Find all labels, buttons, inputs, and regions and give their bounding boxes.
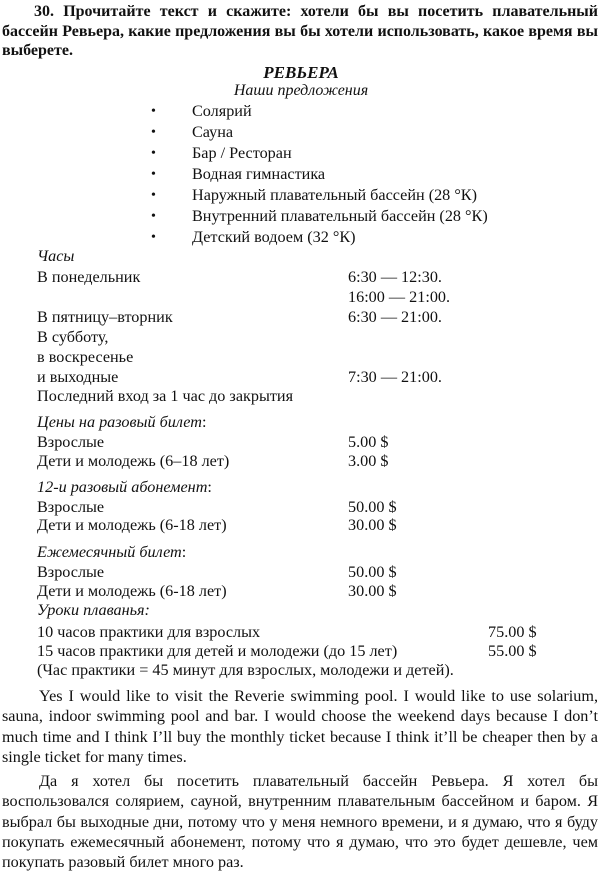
- offer-item: • Водная гимнастика: [151, 165, 326, 183]
- monthly-heading: Ежемесячный билет:: [37, 543, 187, 561]
- price-label: Дети и молодежь (6-18 лет): [37, 582, 227, 600]
- lesson-price: 75.00 $: [488, 623, 537, 641]
- price-label: Взрослые: [37, 433, 105, 451]
- flyer-subtitle: Наши предложения: [233, 82, 369, 99]
- hours-label: в воскресенье: [37, 348, 134, 366]
- pass12-heading: 12-и разовый абонемент:: [37, 478, 212, 496]
- task-instruction: 30. Прочитайте текст и скажите: хотели бы вы посетить плавательный бассейн Ревьера, какие предложения вы бы хотели использовать, какое время вы выберете.: [2, 3, 598, 59]
- price-label: Дети и молодежь (6–18 лет): [37, 452, 230, 470]
- lesson-label: 10 часов практики для взрослых: [37, 623, 261, 641]
- offer-item: • Сауна: [151, 123, 234, 141]
- price-label: Взрослые: [37, 563, 105, 581]
- price-label: Дети и молодежь (6-18 лет): [37, 516, 227, 534]
- price-value: 3.00 $: [348, 452, 389, 470]
- hours-value: 7:30 — 21:00.: [348, 368, 442, 386]
- price-value: 30.00 $: [348, 516, 397, 534]
- lessons-note: (Час практики = 45 минут для взрослых, молодежи и детей).: [37, 661, 454, 679]
- hours-value: 16:00 — 21:00.: [348, 288, 451, 306]
- single-ticket-heading: Цены на разовый билет:: [37, 413, 207, 431]
- bullet-icon: •: [151, 125, 156, 140]
- bullet-icon: •: [151, 146, 156, 161]
- hours-label: В субботу,: [37, 328, 109, 346]
- offer-item: • Внутренний плавательный бассейн (28 °К): [151, 207, 488, 225]
- offer-item: • Солярий: [151, 102, 252, 120]
- price-value: 50.00 $: [348, 563, 397, 581]
- lessons-heading: Уроки плаванья:: [37, 601, 150, 619]
- offers-list: [145, 101, 488, 248]
- offer-item: • Бар / Ресторан: [151, 144, 292, 162]
- price-label: Взрослые: [37, 498, 105, 516]
- hours-label: В пятницу–вторник: [37, 308, 173, 326]
- flyer-title: РЕВЬЕРА: [263, 63, 339, 82]
- hours-label: В понедельник: [37, 268, 141, 286]
- bullet-icon: •: [151, 230, 156, 245]
- price-value: 5.00 $: [348, 433, 389, 451]
- answer-english: Yes I would like to visit the Reverie swimming pool. I would like to use solarium, sauna, indoor swimming pool and bar. I would choose the weekend days because I don’t much time and I think I’ll buy the monthly ticket because I think it’ll be cheaper then by a single ticket for many times.: [2, 687, 598, 766]
- bullet-icon: •: [151, 209, 156, 224]
- answer-russian: Да я хотел бы посетить плавательный бассейн Ревьера. Я хотел бы воспользовался солярием, сауной, внутренним плавательным бассейном и баром. Я выбрал бы выходные дни, потому что у меня немного времени, и я думаю, что я буду покупать ежемесячный абонемент, потому что я думаю, что это будет дешевле, чем покупать разовый билет много раз.: [2, 772, 598, 872]
- offer-item: • Детский водоем (32 °К): [151, 228, 356, 246]
- hours-value: 6:30 — 12:30.: [348, 268, 442, 286]
- hours-heading: Часы: [37, 247, 75, 265]
- price-value: 50.00 $: [348, 498, 397, 516]
- hours-note: Последний вход за 1 час до закрытия: [37, 387, 294, 405]
- lesson-label: 15 часов практики для детей и молодежи (до 15 лет): [37, 642, 398, 660]
- bullet-icon: •: [151, 104, 156, 119]
- bullet-icon: •: [151, 188, 156, 203]
- price-value: 30.00 $: [348, 582, 397, 600]
- hours-label: и выходные: [37, 368, 119, 386]
- offer-item: • Наружный плавательный бассейн (28 °К): [151, 186, 477, 204]
- lesson-price: 55.00 $: [488, 642, 537, 660]
- hours-value: 6:30 — 21:00.: [348, 308, 442, 326]
- bullet-icon: •: [151, 167, 156, 182]
